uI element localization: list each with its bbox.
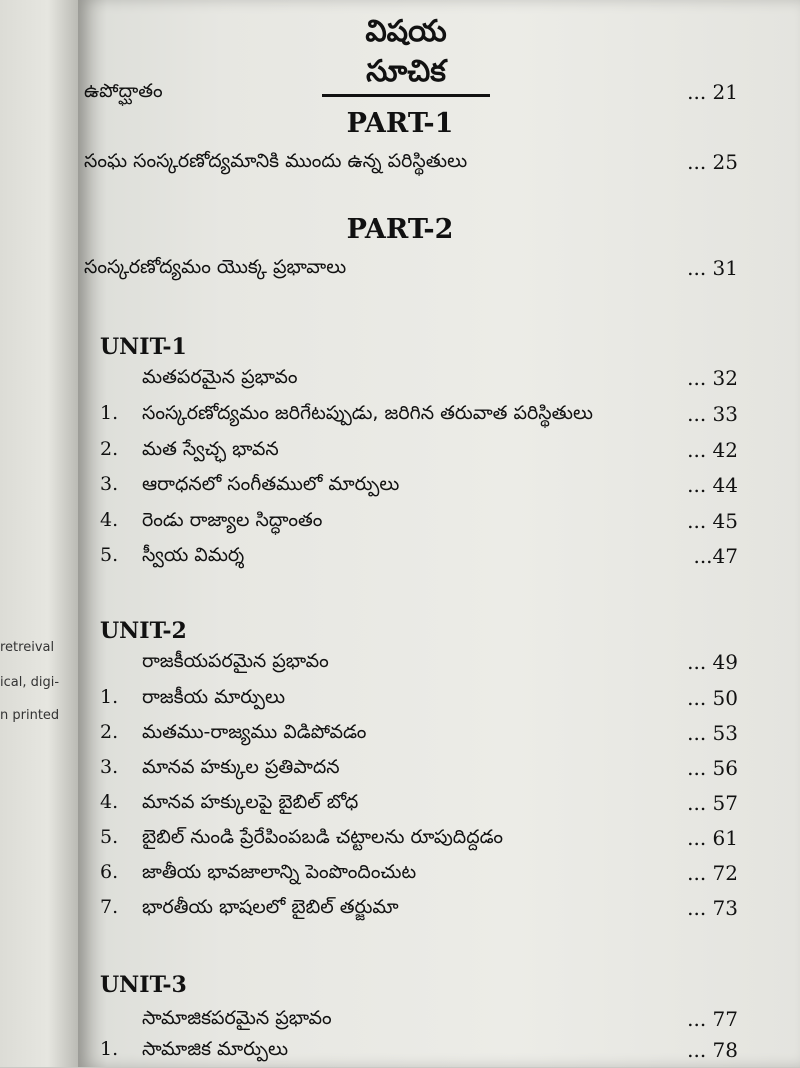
toc-entry: [0, 362, 800, 396]
toc-entry-number: 1.: [100, 686, 119, 708]
facing-page-line: n printed: [0, 708, 60, 723]
toc-entry-number: 3.: [100, 756, 119, 778]
toc-entry-label: బైబిల్ నుండి ప్రేరేపింపబడి చట్టాలను రూపుదిద్దడం: [142, 826, 504, 848]
toc-entry: [0, 1003, 800, 1037]
toc-entry-label: రాజకీయపరమైన ప్రభావం: [142, 650, 329, 672]
toc-entry-label: స్వీయ విమర్శ: [142, 544, 245, 566]
toc-entry-page: ... 32: [687, 366, 738, 390]
toc-entry-page: ... 56: [687, 756, 738, 780]
toc-entry: [0, 752, 800, 786]
toc-entry: [0, 398, 800, 432]
toc-entry-label: సంస్కరణోద్యమం జరిగేటప్పుడు, జరిగిన తరువాత పరిస్థితులు: [142, 402, 593, 424]
part-heading: PART-2: [346, 214, 454, 245]
toc-entry-label: మత స్వేచ్ఛ భావన: [142, 438, 279, 460]
toc-entry-label: ఉపోద్ఘాతం: [84, 80, 163, 102]
toc-entry-number: 6.: [100, 861, 119, 883]
unit-heading: UNIT-2: [100, 618, 187, 644]
toc-entry-label: సంఘ సంస్కరణోద్యమానికి ముందు ఉన్న పరిస్థితులు: [84, 150, 468, 172]
toc-entry-page: ... 25: [687, 150, 738, 174]
toc-entry-number: 1.: [100, 1038, 119, 1060]
toc-entry-label: మానవ హక్కుల ప్రతిపాదన: [142, 756, 340, 778]
toc-entry-number: 7.: [100, 896, 119, 918]
toc-entry: [0, 146, 800, 180]
toc-entry-number: 4.: [100, 791, 119, 813]
toc-entry: [0, 434, 800, 468]
toc-entry-label: రెండు రాజ్యాల సిద్ధాంతం: [142, 509, 323, 531]
toc-entry: [0, 892, 800, 926]
toc-entry-page: ... 53: [687, 721, 738, 745]
toc-entry: [0, 469, 800, 503]
toc-entry-label: సామాజికపరమైన ప్రభావం: [142, 1007, 332, 1029]
toc-entry: [0, 646, 800, 680]
toc-entry: [0, 857, 800, 891]
toc-entry-number: 2.: [100, 721, 119, 743]
toc-entry-page: ... 21: [687, 80, 738, 104]
toc-entry-page: ... 50: [687, 686, 738, 710]
toc-entry-label: భారతీయ భాషలలో బైబిల్ తర్జుమా: [142, 896, 399, 918]
toc-entry-number: 3.: [100, 473, 119, 495]
unit-heading: UNIT-1: [100, 334, 187, 360]
page-title: విషయ సూచిక: [322, 12, 490, 97]
toc-entry-page: ...47: [693, 544, 738, 568]
facing-page-line: retreival: [0, 640, 55, 655]
toc-entry-page: ... 72: [687, 861, 738, 885]
toc-entry-number: 5.: [100, 544, 119, 566]
toc-entry-page: ... 73: [687, 896, 738, 920]
toc-entry-page: ... 61: [687, 826, 738, 850]
toc-entry-label: ఆరాధనలో సంగీతములో మార్పులు: [142, 473, 400, 495]
toc-entry-page: ... 42: [687, 438, 738, 462]
part-heading: PART-1: [346, 108, 454, 139]
toc-entry-page: ... 44: [687, 473, 738, 497]
toc-entry-label: సంస్కరణోద్యమం యొక్క ప్రభావాలు: [84, 256, 347, 278]
toc-entry-page: ... 33: [687, 402, 738, 426]
toc-entry-page: ... 77: [687, 1007, 738, 1031]
toc-entry: [0, 540, 800, 574]
toc-entry: [0, 505, 800, 539]
toc-entry-number: 4.: [100, 509, 119, 531]
toc-entry: [0, 822, 800, 856]
toc-entry-label: జాతీయ భావజాలాన్ని పెంపొందించుట: [142, 861, 417, 883]
toc-entry: [0, 682, 800, 716]
toc-entry-label: మతపరమైన ప్రభావం: [142, 366, 298, 388]
toc-entry: [0, 717, 800, 751]
toc-entry-page: ... 78: [687, 1038, 738, 1062]
toc-entry-page: ... 57: [687, 791, 738, 815]
toc-entry-number: 1.: [100, 402, 119, 424]
toc-entry-page: ... 45: [687, 509, 738, 533]
unit-heading: UNIT-3: [100, 972, 187, 998]
toc-entry-number: 2.: [100, 438, 119, 460]
toc-entry: [0, 787, 800, 821]
toc-entry-page: ... 31: [687, 256, 738, 280]
toc-entry-intro: [0, 76, 800, 110]
toc-entry-label: మతము-రాజ్యము విడిపోవడం: [142, 721, 367, 743]
toc-entry: [0, 252, 800, 286]
toc-entry: [0, 1034, 800, 1068]
toc-entry-label: రాజకీయ మార్పులు: [142, 686, 286, 708]
toc-entry-number: 5.: [100, 826, 119, 848]
toc-entry-label: మానవ హక్కులపై బైబిల్ బోధ: [142, 791, 359, 813]
toc-entry-label: సామాజిక మార్పులు: [142, 1038, 289, 1060]
toc-entry-page: ... 49: [687, 650, 738, 674]
facing-page-line: ical, digi-: [0, 675, 60, 690]
